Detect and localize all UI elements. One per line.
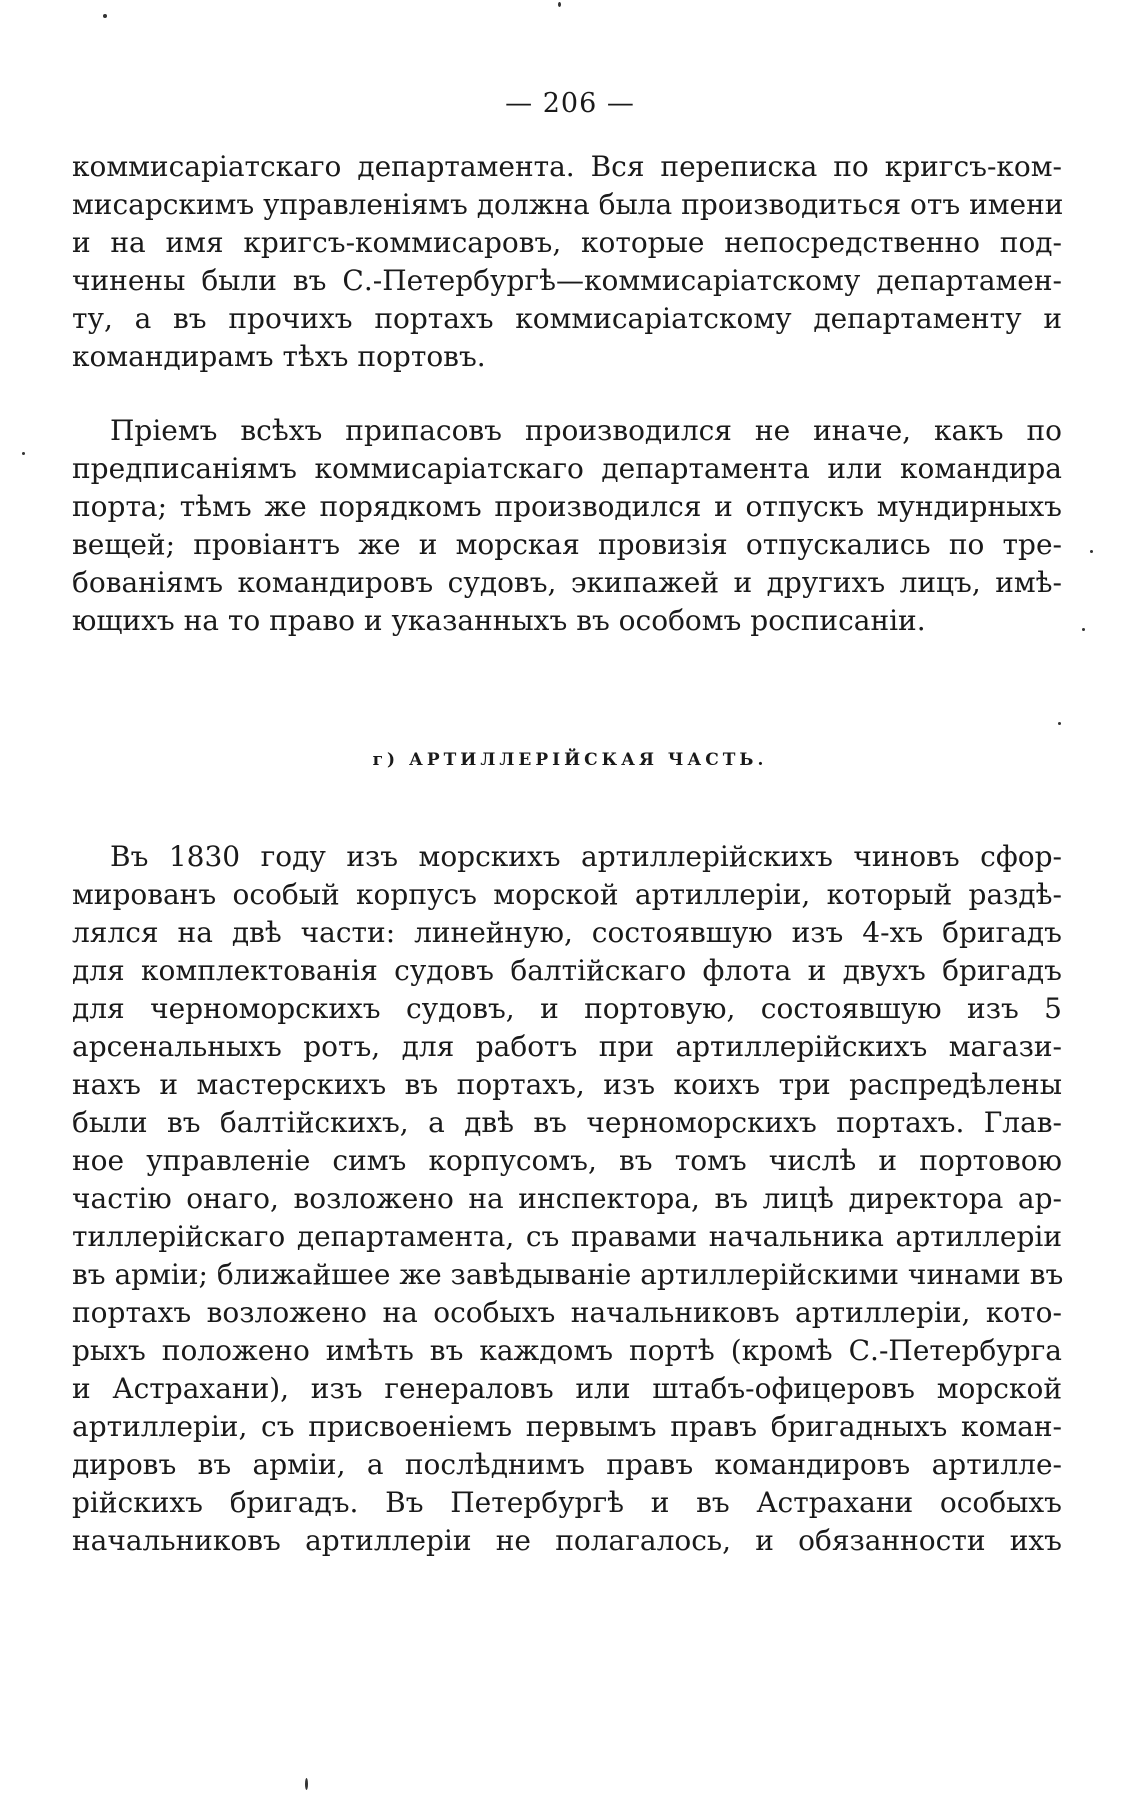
scan-speck [22,452,25,455]
scan-speck [1082,628,1085,631]
text-line: вещей; провіантъ же и морская провизія отпускались по тре- [72,528,1062,561]
text-line: были въ балтійскихъ, а двѣ въ черноморскихъ портахъ. Глав- [72,1106,1062,1139]
paragraph-1 [72,148,1062,376]
text-line: рыхъ положено имѣть въ каждомъ портѣ (кромѣ С.-Петербурга [72,1334,1062,1367]
text-line: портахъ возложено на особыхъ начальниковъ артиллеріи, кото- [72,1296,1062,1329]
paragraph-3 [72,838,1062,1560]
scan-speck [305,1778,308,1790]
text-line: для комплектованія судовъ балтійскаго флота и двухъ бригадъ [72,954,1062,987]
text-line: порта; тѣмъ же порядкомъ производился и отпускъ мундирныхъ [72,490,1062,523]
text-line: рійскихъ бригадъ. Въ Петербургѣ и въ Астрахани особыхъ [72,1486,1062,1519]
section-heading: г) АРТИЛЛЕРІЙСКАЯ ЧАСТЬ. [372,750,768,770]
text-line: бованіямъ командировъ судовъ, экипажей и другихъ лицъ, имѣ- [72,566,1062,599]
text-line: командирамъ тѣхъ портовъ. [72,340,486,373]
text-line: артиллеріи, съ присвоеніемъ первымъ правъ бригадныхъ коман- [72,1410,1062,1443]
text-line: Въ 1830 году изъ морскихъ артиллерійскихъ чиновъ сфор- [110,840,1062,873]
scan-speck [103,14,107,18]
scan-speck [558,2,561,7]
text-line: мисарскимъ управленіямъ должна была производиться отъ имени [72,188,1064,221]
scan-speck [1090,550,1093,553]
scan-speck [1058,722,1061,725]
text-line: дировъ въ арміи, а послѣднимъ правъ командировъ артилле- [72,1448,1062,1481]
text-line: арсенальныхъ ротъ, для работъ при артиллерійскихъ магази- [72,1030,1062,1063]
text-line: ющихъ на то право и указанныхъ въ особомъ росписаніи. [72,604,926,637]
text-line: тиллерійскаго департамента, съ правами начальника артиллеріи [72,1220,1062,1253]
text-line: въ арміи; ближайшее же завѣдываніе артиллерійскими чинами въ [72,1258,1064,1291]
page-number: — 206 — [505,88,635,119]
text-line: ное управленіе симъ корпусомъ, въ томъ числѣ и портовою [72,1144,1062,1177]
text-line: частію онаго, возложено на инспектора, въ лицѣ директора ар- [72,1182,1062,1215]
text-line: предписаніямъ коммисаріатскаго департамента или командира [72,452,1062,485]
text-line: начальниковъ артиллеріи не полагалось, и обязанности ихъ [72,1524,1062,1557]
text-line: Пріемъ всѣхъ припасовъ производился не иначе, какъ по [110,414,1062,447]
text-line: и Астрахани), изъ генераловъ или штабъ-офицеровъ морской [72,1372,1062,1405]
text-line: мированъ особый корпусъ морской артиллеріи, который раздѣ- [72,878,1062,911]
text-line: чинены были въ С.-Петербургѣ—коммисаріатскому департамен- [72,264,1062,297]
text-line: нахъ и мастерскихъ въ портахъ, изъ коихъ три распредѣлены [72,1068,1062,1101]
text-line: коммисаріатскаго департамента. Вся переписка по кригсъ-ком- [72,150,1062,183]
text-line: для черноморскихъ судовъ, и портовую, состоявшую изъ 5 [72,992,1062,1025]
text-line: ту, а въ прочихъ портахъ коммисаріатскому департаменту и [72,302,1062,335]
text-line: и на имя кригсъ-коммисаровъ, которые непосредственно под- [72,226,1062,259]
paragraph-2 [72,412,1062,640]
text-line: лялся на двѣ части: линейную, состоявшую изъ 4-хъ бригадъ [72,916,1062,949]
